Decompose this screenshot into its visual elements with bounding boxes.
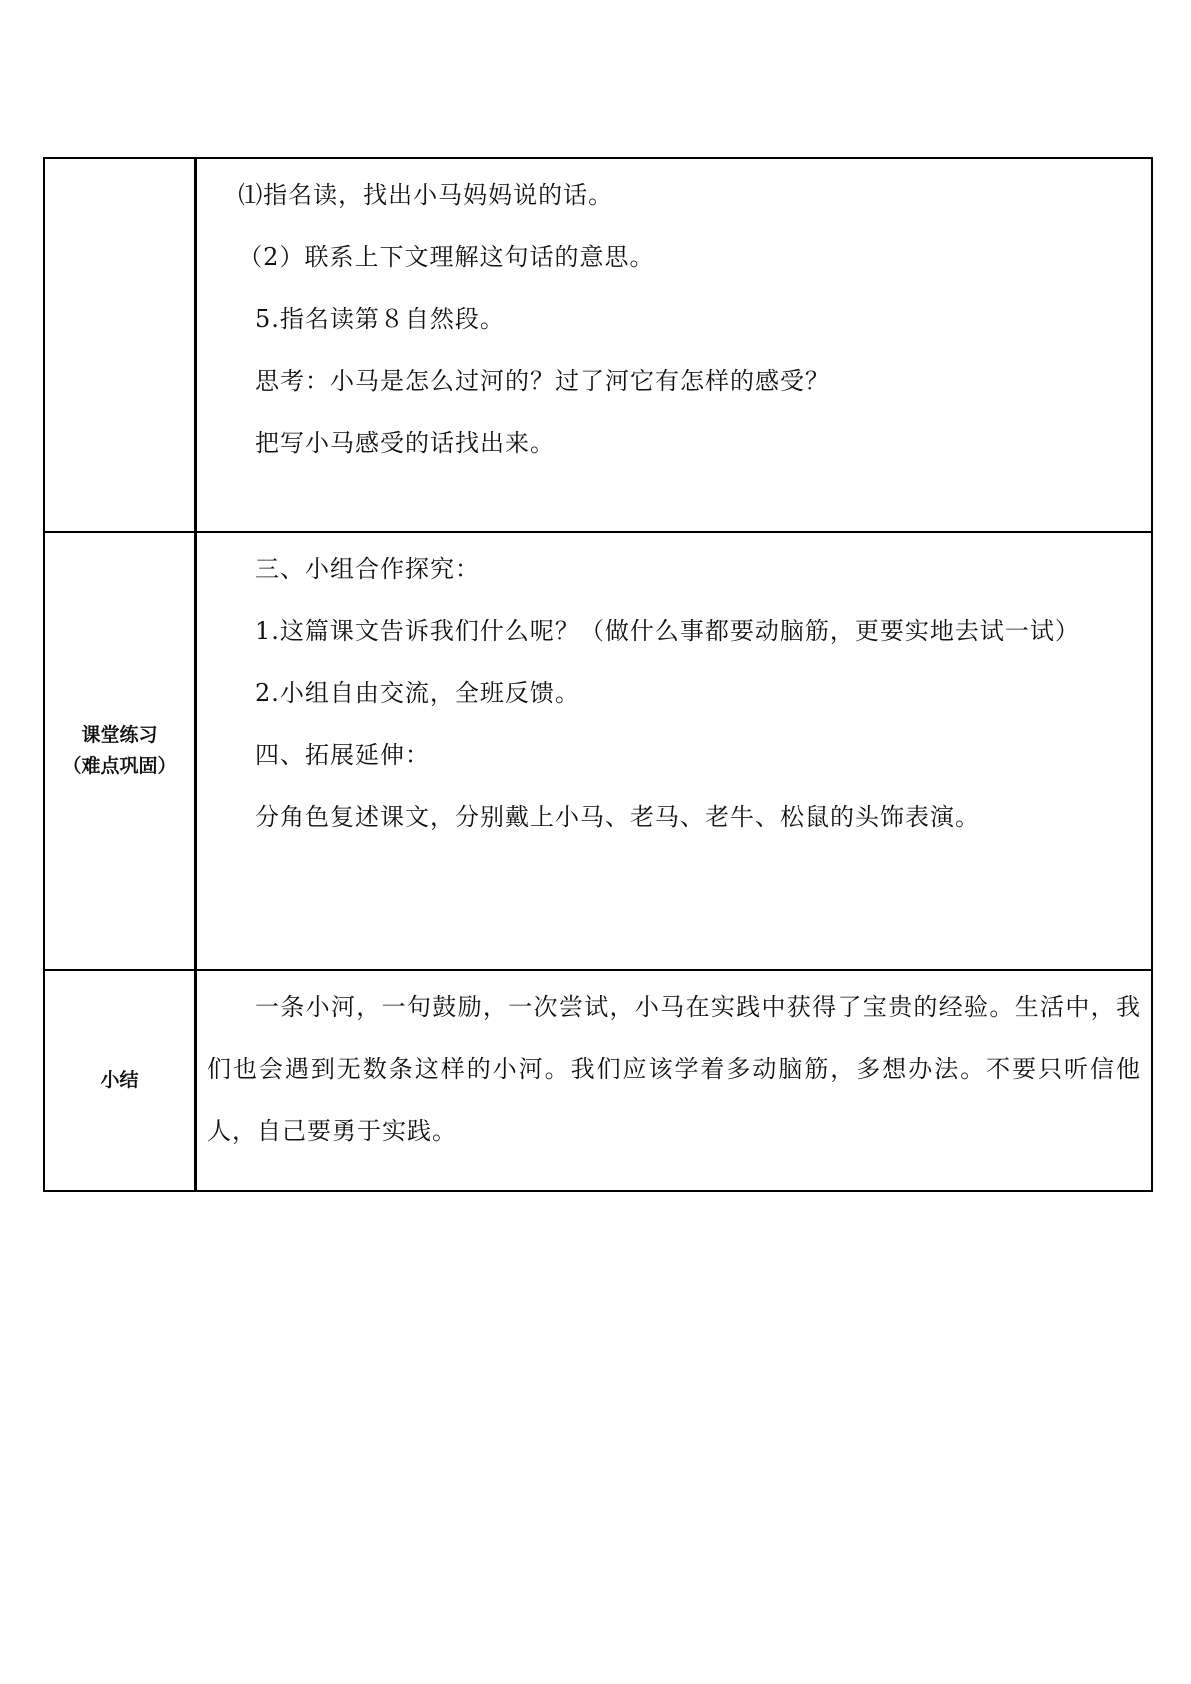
row-sublabel: （难点巩固） xyxy=(62,755,177,777)
content-line: 思考：小马是怎么过河的？过了河它有怎样的感受？ xyxy=(255,367,830,395)
content-paragraph: 一条小河，一句鼓励，一次尝试，小马在实践中获得了宝贵的经验。生活中，我们也会遇到无数条这样的小河。我们应该学着多动脑筋，多想办法。不要只听信他人，自己要勇于实践。 xyxy=(207,993,1141,1145)
content-line: 四、拓展延伸： xyxy=(255,741,430,769)
row-content-cell xyxy=(196,532,1153,970)
content-line: 1.这篇课文告诉我们什么呢？（做什么事都要动脑筋，更要实地去试一试） xyxy=(255,617,1080,645)
content-line: ⑴指名读，找出小马妈妈说的话。 xyxy=(238,181,614,209)
content-line: （2）联系上下文理解这句话的意思。 xyxy=(238,243,655,271)
row-content-cell xyxy=(196,158,1153,532)
content-line: 三、小组合作探究： xyxy=(255,555,480,583)
content-line: 分角色复述课文，分别戴上小马、老马、老牛、松鼠的头饰表演。 xyxy=(255,803,980,831)
row-content-cell xyxy=(196,970,1153,1191)
table-row xyxy=(44,532,1152,970)
content-line: 2.小组自由交流，全班反馈。 xyxy=(255,679,580,707)
table-row xyxy=(44,970,1152,1191)
content-line: 把写小马感受的话找出来。 xyxy=(255,429,555,457)
row-label-cell xyxy=(44,970,196,1191)
content-line: 5.指名读第８自然段。 xyxy=(255,305,505,333)
row-label: 课堂练习 xyxy=(81,724,158,746)
row-label: 小结 xyxy=(100,1069,139,1091)
table-row xyxy=(44,158,1152,532)
lesson-plan-table xyxy=(43,157,1153,1192)
row-label-cell xyxy=(44,532,196,970)
row-label-cell xyxy=(44,158,196,532)
